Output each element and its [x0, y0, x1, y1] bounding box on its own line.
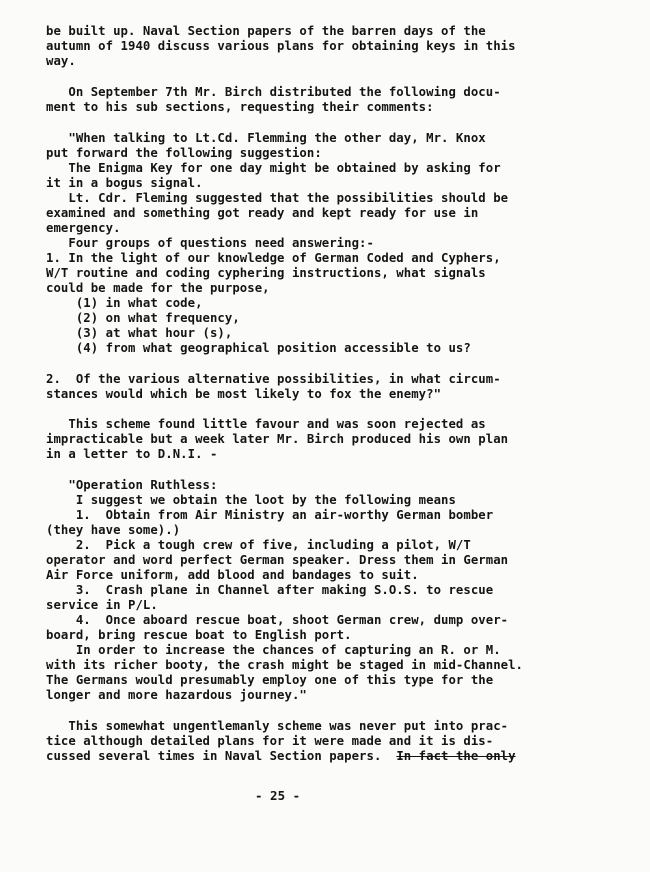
text-line: (2) on what frequency, — [46, 311, 240, 325]
text-line: way. — [46, 54, 76, 68]
text-line: examined and something got ready and kept ready for use in — [46, 206, 479, 220]
text-line: in a letter to D.N.I. - — [46, 447, 218, 461]
text-line: The Enigma Key for one day might be obtained by asking for — [46, 161, 501, 175]
text-line: 4. Once aboard rescue boat, shoot German crew, dump over- — [46, 613, 509, 627]
text-line: On September 7th Mr. Birch distributed the following docu- — [46, 85, 501, 99]
text-line: 3. Crash plane in Channel after making S.O.S. to rescue — [46, 583, 494, 597]
text-line: it in a bogus signal. — [46, 176, 203, 190]
text-line: The Germans would presumably employ one of this type for the — [46, 673, 494, 687]
text-line: This somewhat ungentlemanly scheme was never put into prac- — [46, 719, 509, 733]
text-line: service in P/L. — [46, 598, 158, 612]
text-line: 1. Obtain from Air Ministry an air-worthy German bomber — [46, 508, 494, 522]
text-line — [46, 749, 516, 763]
text-line: "Operation Ruthless: — [46, 478, 218, 492]
text-line: This scheme found little favour and was soon rejected as — [46, 417, 486, 431]
text-line: put forward the following suggestion: — [46, 146, 322, 160]
text-line-content: cussed several times in Naval Section papers. — [46, 749, 397, 763]
text-line: (they have some).) — [46, 523, 181, 537]
text-line: stances would which be most likely to fox the enemy?" — [46, 387, 442, 401]
text-line: (4) from what geographical position accessible to us? — [46, 341, 471, 355]
text-line: could be made for the purpose, — [46, 281, 270, 295]
text-line: 2. Pick a tough crew of five, including a pilot, W/T — [46, 538, 471, 552]
text-line: longer and more hazardous journey." — [46, 688, 307, 702]
text-line: I suggest we obtain the loot by the following means — [46, 493, 456, 507]
text-line: with its richer booty, the crash might be staged in mid-Channel. — [46, 658, 524, 672]
text-line: emergency. — [46, 221, 121, 235]
text-line: Lt. Cdr. Fleming suggested that the possibilities should be — [46, 191, 509, 205]
text-line: (3) at what hour (s), — [46, 326, 233, 340]
text-line: In order to increase the chances of capturing an R. or M. — [46, 643, 501, 657]
text-line: W/T routine and coding cyphering instructions, what signals — [46, 266, 486, 280]
text-line: operator and word perfect German speaker. Dress them in German — [46, 553, 509, 567]
text-line: autumn of 1940 discuss various plans for obtaining keys in this — [46, 39, 516, 53]
text-line: 2. Of the various alternative possibilities, in what circum- — [46, 372, 501, 386]
text-line: "When talking to Lt.Cd. Flemming the other day, Mr. Knox — [46, 131, 486, 145]
text-line: ment to his sub sections, requesting their comments: — [46, 100, 434, 114]
text-line: Four groups of questions need answering:- — [46, 236, 374, 250]
text-line: board, bring rescue boat to English port. — [46, 628, 352, 642]
text-line: tice although detailed plans for it were made and it is dis- — [46, 734, 494, 748]
text-line: be built up. Naval Section papers of the barren days of the — [46, 24, 486, 38]
page-number: - 25 - — [255, 788, 301, 803]
text-line: (1) in what code, — [46, 296, 203, 310]
text-line: 1. In the light of our knowledge of German Coded and Cyphers, — [46, 251, 501, 265]
struck-through-text: In fact the only — [396, 749, 516, 763]
text-line: Air Force uniform, add blood and bandages to suit. — [46, 568, 419, 582]
text-line: impracticable but a week later Mr. Birch produced his own plan — [46, 432, 509, 446]
